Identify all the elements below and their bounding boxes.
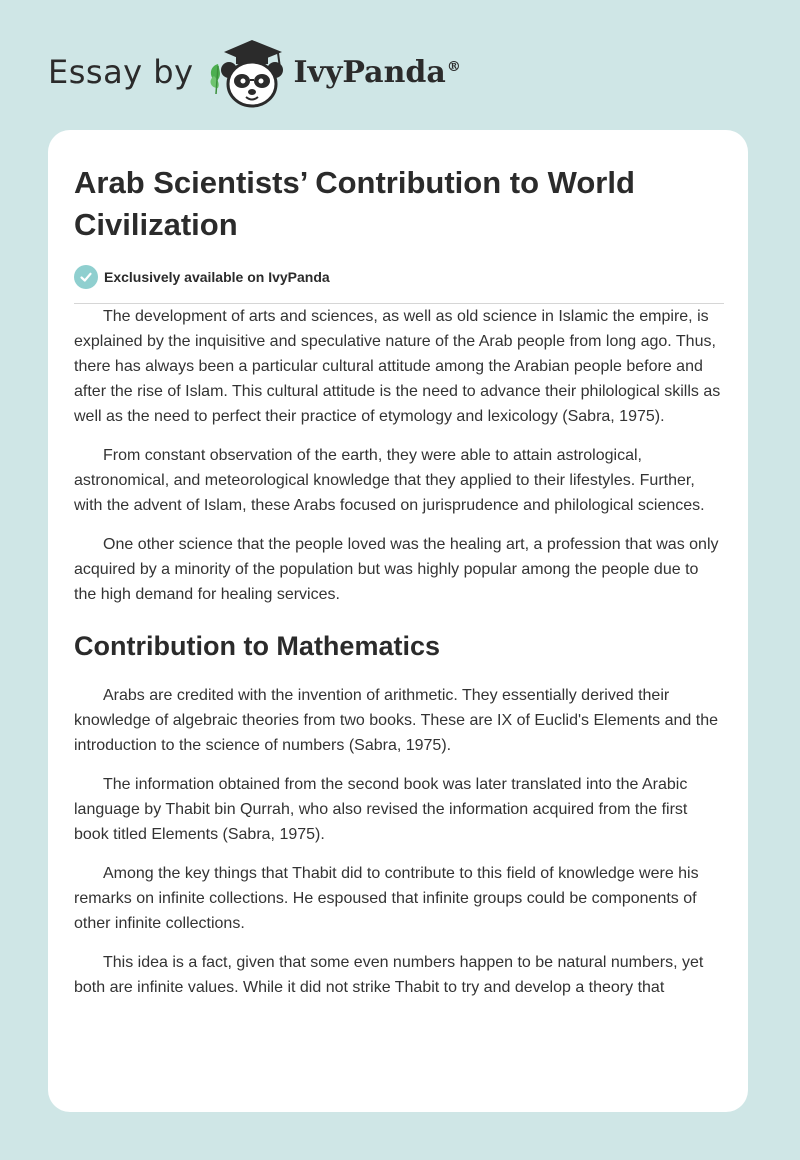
essay-title: Arab Scientists’ Contribution to World Civilization xyxy=(74,165,635,242)
paragraph: The development of arts and sciences, as well as old science in Islamic the empire, is explained by the inquisitive and speculative nature of the Arab people from long ago. Thus, there has always been a particular cultural attitude among the Arabian people before and after the rise of Islam. This cultural attitude is the need to advance their philological skills as well as the need to perfect their practice of etymology and lexicology (Sabra, 1975). xyxy=(74,308,721,425)
section-heading: Contribution to Mathematics xyxy=(74,631,440,661)
paragraph: Among the key things that Thabit did to contribute to this field of knowledge were his remarks on infinite collections. He espoused that infinite groups could be components of other infinite collections. xyxy=(74,865,699,932)
essay-by-label: Essay by xyxy=(48,53,194,91)
paragraph: The information obtained from the second book was later translated into the Arabic language by Thabit bin Qurrah, who also revised the information acquired from the first book titled Elements (Sabra, 1975). xyxy=(74,776,688,843)
exclusive-badge xyxy=(74,264,724,290)
exclusive-label: Exclusively available on IvyPanda xyxy=(104,269,330,285)
paragraph: Arabs are credited with the invention of arithmetic. They essentially derived their knowledge of algebraic theories from two books. These are IX of Euclid's Elements and the introduction to the science of numbers (Sabra, 1975). xyxy=(74,687,718,754)
site-header xyxy=(48,36,508,108)
registered-mark: ® xyxy=(446,58,461,75)
check-icon xyxy=(74,265,98,289)
essay-card xyxy=(48,130,748,1112)
panda-graduate-logo-icon[interactable] xyxy=(202,36,290,108)
essay-content xyxy=(74,162,724,1000)
paragraph: One other science that the people loved was the healing art, a profession that was only acquired by a minority of the population but was highly popular among the people due to the high demand for healing services. xyxy=(74,536,719,603)
paragraph: This idea is a fact, given that some even numbers happen to be natural numbers, yet both are infinite values. While it did not strike Thabit to try and develop a theory that xyxy=(74,954,704,996)
paragraph: From constant observation of the earth, they were able to attain astrological, astronomical, and meteorological knowledge that they applied to their lifestyles. Further, with the advent of Islam, these Arabs focused on jurisprudence and philological sciences. xyxy=(74,447,705,514)
brand-name[interactable]: IvyPanda® xyxy=(293,54,461,90)
